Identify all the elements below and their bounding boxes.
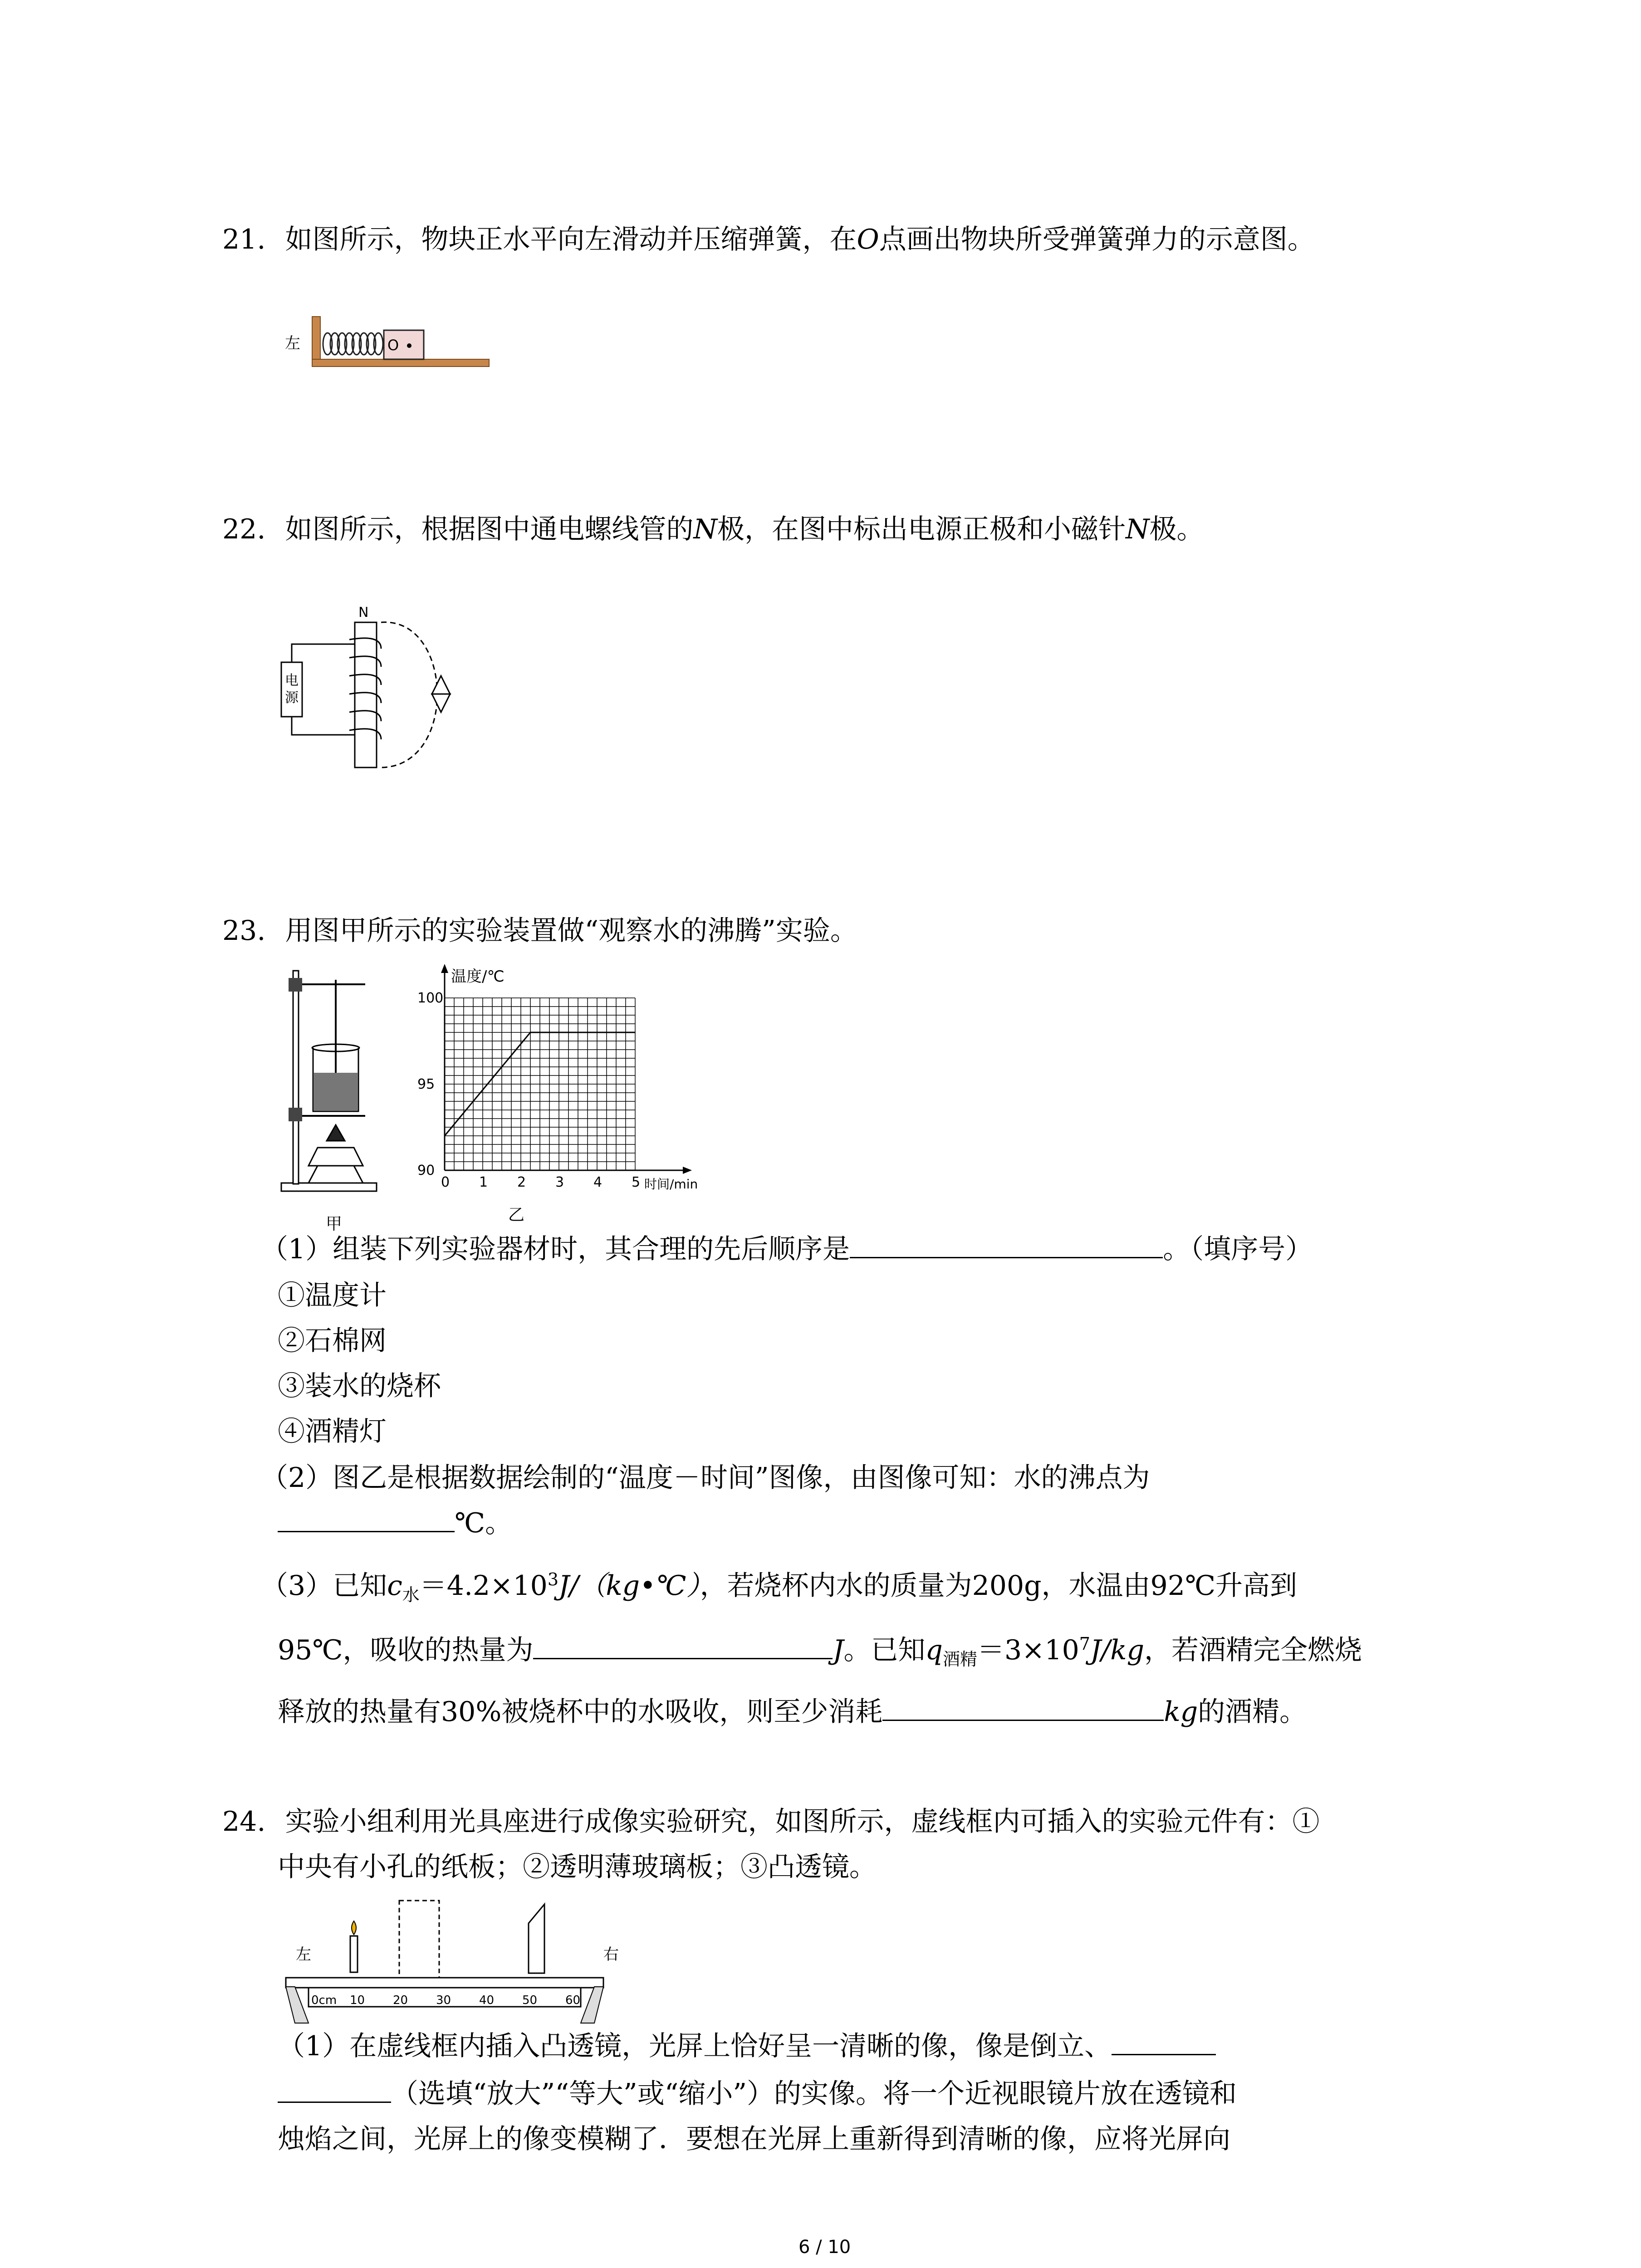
alcohol-lamp — [309, 1125, 363, 1183]
bench-scale-label: 50 — [522, 1994, 538, 2007]
answer-blank-order[interactable] — [850, 1233, 1163, 1258]
floor — [312, 359, 489, 367]
q23-intro: 23. 用图甲所示的实验装置做“观察水的沸腾”实验。 — [222, 915, 857, 947]
q24-part1-line3: 烛焰之间，光屏上的像变模糊了．要想在光屏上重新得到清晰的像，应将光屏向 — [278, 2123, 1230, 2155]
light-screen — [529, 1904, 544, 1973]
chart-y-label: 温度/℃ — [451, 968, 505, 986]
q21-text: 21. 如图所示，物块正水平向左滑动并压缩弹簧，在O点画出物块所受弹簧弹力的示意图。 — [222, 224, 1315, 255]
q21-left-label: 左 — [285, 334, 300, 352]
bench-left-label: 左 — [296, 1945, 311, 1964]
q24-part1: （1）在虚线框内插入凸透镜，光屏上恰好呈一清晰的像，像是倒立、 — [278, 2030, 1216, 2063]
y-axis-arrow — [441, 964, 448, 973]
spring — [323, 333, 383, 355]
x-tick-label: 2 — [517, 1174, 526, 1190]
solenoid-n-label: N — [358, 605, 369, 621]
answer-blank-alcohol-mass[interactable] — [882, 1696, 1164, 1721]
q23-part2-line2: ℃。 — [278, 1507, 512, 1540]
q22-text: 22. 如图所示，根据图中通电螺线管的N极，在图中标出电源正极和小磁针N极。 — [222, 513, 1204, 545]
q23-option-1: ①温度计 — [278, 1280, 387, 1311]
power-label-1: 电 — [285, 673, 299, 689]
q23-part3: （3）已知$c_水=4.2\times 10^3J/(kg•℃)$，若烧杯内水的质量为200g，水温由92℃升高到 — [261, 1569, 1297, 1605]
chart-grid — [445, 998, 635, 1170]
q23-part3-line3: 释放的热量有30%被烧杯中的水吸收，则至少消耗 kg的酒精。 — [278, 1696, 1307, 1728]
optical-bench-figure — [277, 1896, 631, 2028]
q23-option-3: ③装水的烧杯 — [278, 1370, 441, 1402]
candle — [350, 1921, 358, 1972]
bench-rail — [286, 1978, 603, 1988]
q24-line1: 24. 实验小组利用光具座进行成像实验研究，如图所示，虚线框内可插入的实验元件有：① — [222, 1806, 1320, 1838]
q22-solenoid-figure — [272, 599, 463, 780]
clamp-top — [289, 978, 302, 992]
bench-scale-label: 20 — [393, 1994, 408, 2007]
compass-needle — [432, 676, 450, 712]
point-o — [407, 343, 411, 348]
bench-right-label: 右 — [603, 1945, 619, 1964]
bench-leg-right — [581, 1987, 603, 2023]
bench-scale-label: 0cm — [311, 1994, 337, 2007]
bench-leg-left — [286, 1987, 309, 2023]
q24-part1-line2: （选填“放大”“等大”或“缩小”）的实像。将一个近视眼镜片放在透镜和 — [278, 2077, 1237, 2110]
q21-spring-figure — [281, 308, 490, 372]
chart-x-label: 时间/min — [644, 1177, 698, 1192]
answer-blank-boiling-point[interactable] — [278, 1507, 455, 1532]
bench-scale-label: 30 — [436, 1994, 451, 2007]
bench-scale-label: 40 — [479, 1994, 495, 2007]
stand-rod — [293, 971, 299, 1184]
y-tick-label: 90 — [417, 1163, 435, 1178]
q23-option-2: ②石棉网 — [278, 1325, 387, 1357]
power-label-2: 源 — [285, 690, 299, 706]
page-number: 6 / 10 — [798, 2237, 851, 2258]
x-tick-label: 3 — [555, 1174, 564, 1190]
bench-scale-label: 10 — [350, 1994, 365, 2007]
y-tick-label: 100 — [417, 990, 444, 1006]
bench-scale-label: 60 — [565, 1994, 581, 2007]
x-axis-arrow — [683, 1167, 692, 1174]
dashed-frame — [399, 1901, 439, 1982]
clamp-bottom — [289, 1108, 302, 1121]
solenoid-core — [355, 622, 377, 767]
temperature-time-chart — [408, 957, 753, 1229]
q24-line2: 中央有小孔的纸板；②透明薄玻璃板；③凸透镜。 — [278, 1851, 877, 1883]
block-o-label: O — [387, 337, 399, 354]
label-jia: 甲 — [326, 1215, 343, 1233]
field-line — [381, 622, 437, 767]
q23-option-4: ④酒精灯 — [278, 1416, 387, 1447]
answer-blank-image-size-a[interactable] — [1112, 2030, 1216, 2055]
chart-axes — [441, 964, 692, 1174]
answer-blank-heat[interactable] — [533, 1634, 833, 1659]
x-tick-label: 1 — [479, 1174, 488, 1190]
water — [314, 1073, 358, 1110]
q23-part1: （1）组装下列实验器材时，其合理的先后顺序是 。（填序号） — [261, 1233, 1313, 1265]
q23-part2: （2）图乙是根据数据绘制的“温度－时间”图像，由图像可知：水的沸点为 — [261, 1462, 1150, 1494]
power-supply — [281, 662, 302, 717]
x-tick-label: 0 — [441, 1174, 450, 1190]
y-tick-label: 95 — [417, 1076, 435, 1092]
q23-part3-line2: 95℃，吸收的热量为 J。已知$q_{酒精}=3\times 10^7J/kg$，若酒精完全燃烧 — [278, 1634, 1362, 1669]
x-tick-label: 4 — [593, 1174, 603, 1190]
answer-blank-image-size-b[interactable] — [278, 2078, 391, 2103]
x-tick-label: 5 — [632, 1174, 641, 1190]
label-yi: 乙 — [508, 1206, 525, 1224]
boiling-apparatus-figure — [272, 962, 408, 1233]
